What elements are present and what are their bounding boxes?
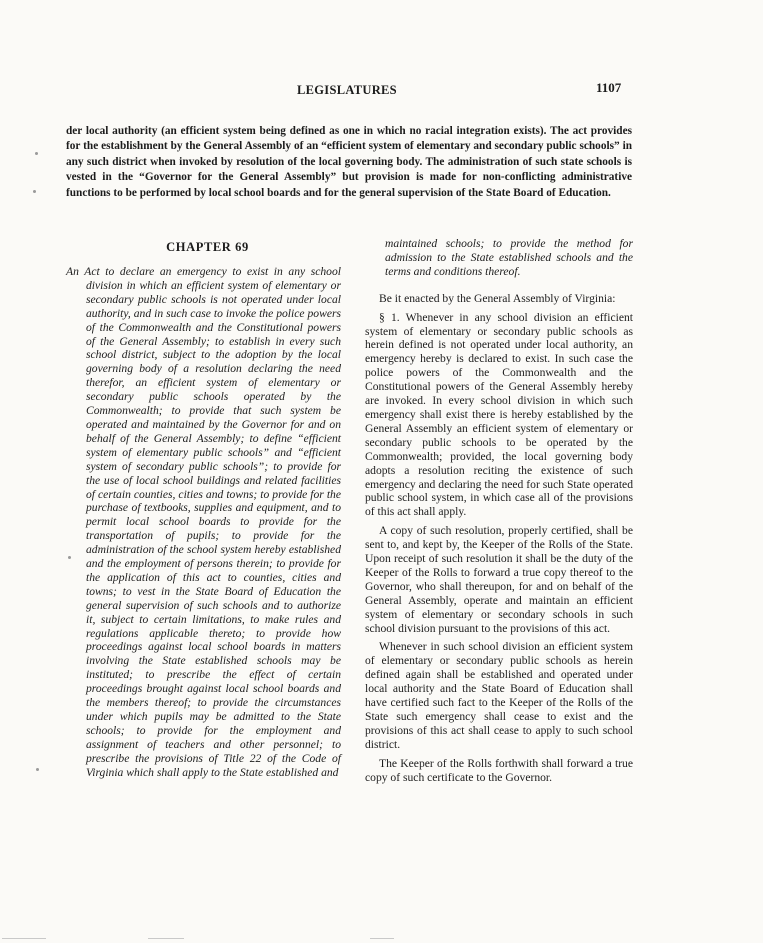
scan-speck xyxy=(36,768,39,771)
chapter-heading: CHAPTER 69 xyxy=(166,240,249,254)
act-title-part-2: maintained schools; to provide the method for admission to the State established schools and the terms and conditions thereof. xyxy=(385,237,633,278)
scan-artifact-line xyxy=(148,938,184,939)
cessation-paragraph: Whenever in such school division an efficient system of elementary or secondary public schools as herein defined again shall be established and operated under local authority and the State Board of Education shall have certified such fact to the Keeper of the Rolls of the State such emergency shall cease to exist and the provisions of this act shall cease to apply to such school district. xyxy=(365,640,633,751)
scan-artifact-line xyxy=(2,938,46,939)
running-head: LEGISLATURES xyxy=(297,83,397,97)
scan-speck xyxy=(68,556,71,559)
scan-speck xyxy=(33,190,36,193)
summary-paragraph: der local authority (an efficient system being defined as one in which no racial integration exists). The act provides for the establishment by the General Assembly of an “efficient system of elementary and secondary public schools” in any such district when invoked by resolution of the local governing body. The administration of such state schools is vested in the “Governor for the General Assembly” but provision is made for non-conflicting administrative functions to be performed by local school boards and for the general supervision of the State Board of Education. xyxy=(66,125,632,199)
act-title-part-1: An Act to declare an emergency to exist in any school division in which an efficient system of elementary or secondary public schools is not operated under local authority, and in such case to invoke the police powers of the Commonwealth and the Constitutional powers of the General Assembly; to establish in every such school district, subject to the adoption by the local governing body of a resolution declaring the need therefor, an efficient system of elementary or secondary public schools operated by the Commonwealth; to provide that such system be operated and maintained by the Governor for and on behalf of the General Assembly; to define “efficient system of elementary public schools” and “efficient system of secondary public schools”; to provide for the use of local school buildings and related facilities of certain counties, cities and towns; to provide for the purchase of textbooks, supplies and equipment, and to permit local school boards to provide for the transportation of pupils; to provide for the administration of the school system hereby established and the employment of persons therein; to provide for the application of this act to counties, cities and towns; to vest in the State Board of Education the general supervision of such schools and to authorize it, subject to certain limitations, to make rules and regulations applicable thereto; to provide how proceedings against local school boards in matters involving the State established schools may be instituted; to prescribe the effect of certain proceedings brought against local school boards and the members thereof; to provide the circumstances under which pupils may be admitted to the State schools; to provide for the employment and assignment of teachers and other personnel; to prescribe the provisions of Title 22 of the Code of Virginia which shall apply to the State established and xyxy=(66,265,341,779)
page-number: 1107 xyxy=(596,80,622,95)
resolution-copy-paragraph: A copy of such resolution, properly certified, shall be sent to, and kept by, the Keeper of the Rolls of the State. Upon receipt of such resolution it shall be the duty of the Keeper of the Rolls to forward a true copy thereof to the Governor, who shall thereupon, for and on behalf of the General Assembly, operate and maintain an efficient system of elementary or secondary schools in such school division pursuant to the provisions of this act. xyxy=(365,524,633,635)
right-column xyxy=(365,237,633,790)
certificate-paragraph: The Keeper of the Rolls forthwith shall forward a true copy of such certificate to the Governor. xyxy=(365,756,633,784)
section-1-paragraph: § 1. Whenever in any school division an efficient system of elementary or secondary public schools as herein defined is not operated under local authority, an emergency hereby is declared to exist. In such case the police powers of the Commonwealth and the Constitutional powers of the General Assembly hereby are invoked. In every school division in which such emergency shall exist there is hereby established by the General Assembly an efficient system of elementary or secondary public schools to be operated by the Commonwealth; provided, the local governing body adopts a resolution reciting the existence of such emergency and declaring the need for such State operated public school system, in which case all of the provisions of this act shall apply. xyxy=(365,310,633,519)
left-column xyxy=(66,240,341,780)
scan-speck xyxy=(35,152,38,155)
scan-artifact-line xyxy=(370,938,394,939)
enacting-clause: Be it enacted by the General Assembly of Virginia: xyxy=(379,291,616,305)
